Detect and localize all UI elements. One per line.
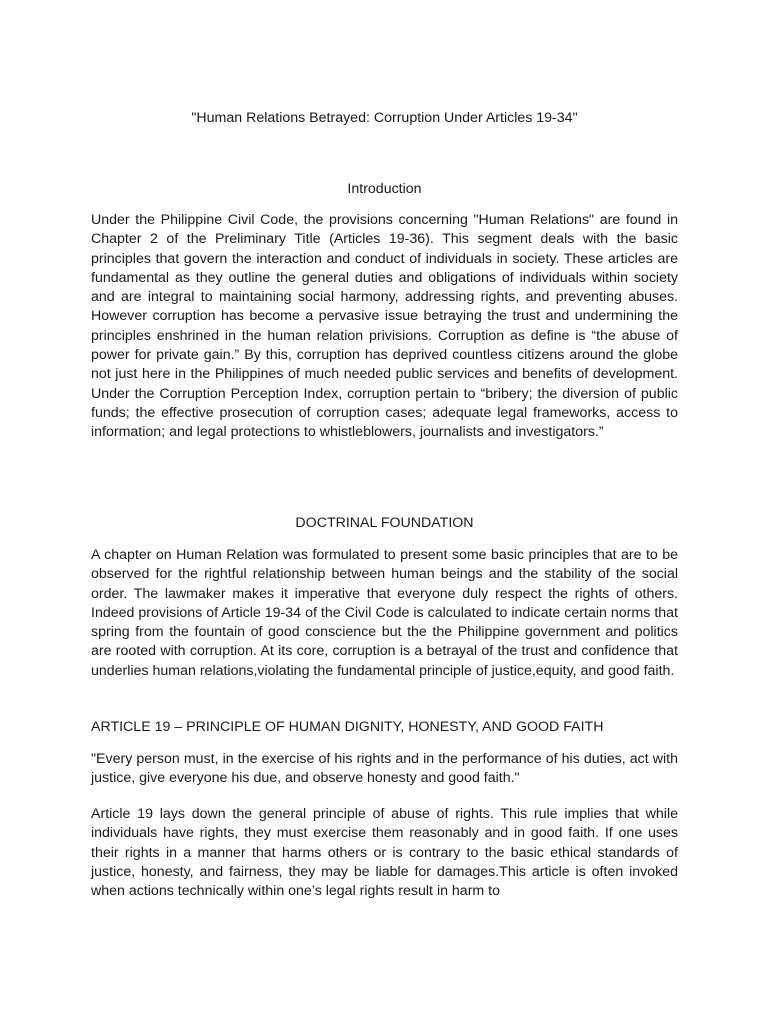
introduction-heading: Introduction [347, 181, 422, 197]
document-title: "Human Relations Betrayed: Corruption Under Articles 19-34" [191, 110, 578, 126]
doctrinal-foundation-paragraph: A chapter on Human Relation was formulated to present some basic principles that are to be observed for the rightful relationship between human beings and the stability of the social order. The lawmaker makes it imperative that everyone duly respect the rights of others. Indeed provisions of Article 19-34 of the Civil Code is calculated to indicate certain norms that spring from the fountain of good conscience but the the Philippine government and politics are rooted with corruption. At its core, corruption is a betrayal of the trust and confidence that underlies human relations,violating the fundamental principle of justice,equity, and good faith. [91, 547, 678, 679]
introduction-paragraph: Under the Philippine Civil Code, the provisions concerning "Human Relations" are found in Chapter 2 of the Preliminary Title (Articles 19-36). This segment deals with the basic principles that govern the interaction and conduct of individuals in society. These articles are fundamental as they outline the general duties and obligations of individuals within society and are integral to maintaining social harmony, addressing rights, and preventing abuses. However corruption has become a pervasive issue betraying the trust and undermining the principles enshrined in the human relation privisions. Corruption as define is “the abuse of power for private gain.” By this, corruption has deprived countless citizens around the globe not just here in the Philippines of much needed public services and benefits of development. Under the Corruption Perception Index, corruption pertain to “bribery; the diversion of public funds; the effective prosecution of corruption cases; adequate legal frameworks, access to information; and legal protections to whistleblowers, journalists and investigators.” [91, 212, 678, 441]
article-19-heading: ARTICLE 19 – PRINCIPLE OF HUMAN DIGNITY, HONESTY, AND GOOD FAITH [91, 719, 604, 735]
doctrinal-foundation-heading: DOCTRINAL FOUNDATION [295, 515, 474, 531]
article-19-quote: "Every person must, in the exercise of his rights and in the performance of his duties, act with justice, give everyone his due, and observe honesty and good faith." [91, 751, 678, 787]
article-19-paragraph: Article 19 lays down the general principle of abuse of rights. This rule implies that while individuals have rights, they must exercise them reasonably and in good faith. If one uses their rights in a manner that harms others or is contrary to the basic ethical standards of justice, honesty, and fairness, they may be liable for damages.This article is often invoked when actions technically within one’s legal rights result in harm to [91, 806, 678, 900]
